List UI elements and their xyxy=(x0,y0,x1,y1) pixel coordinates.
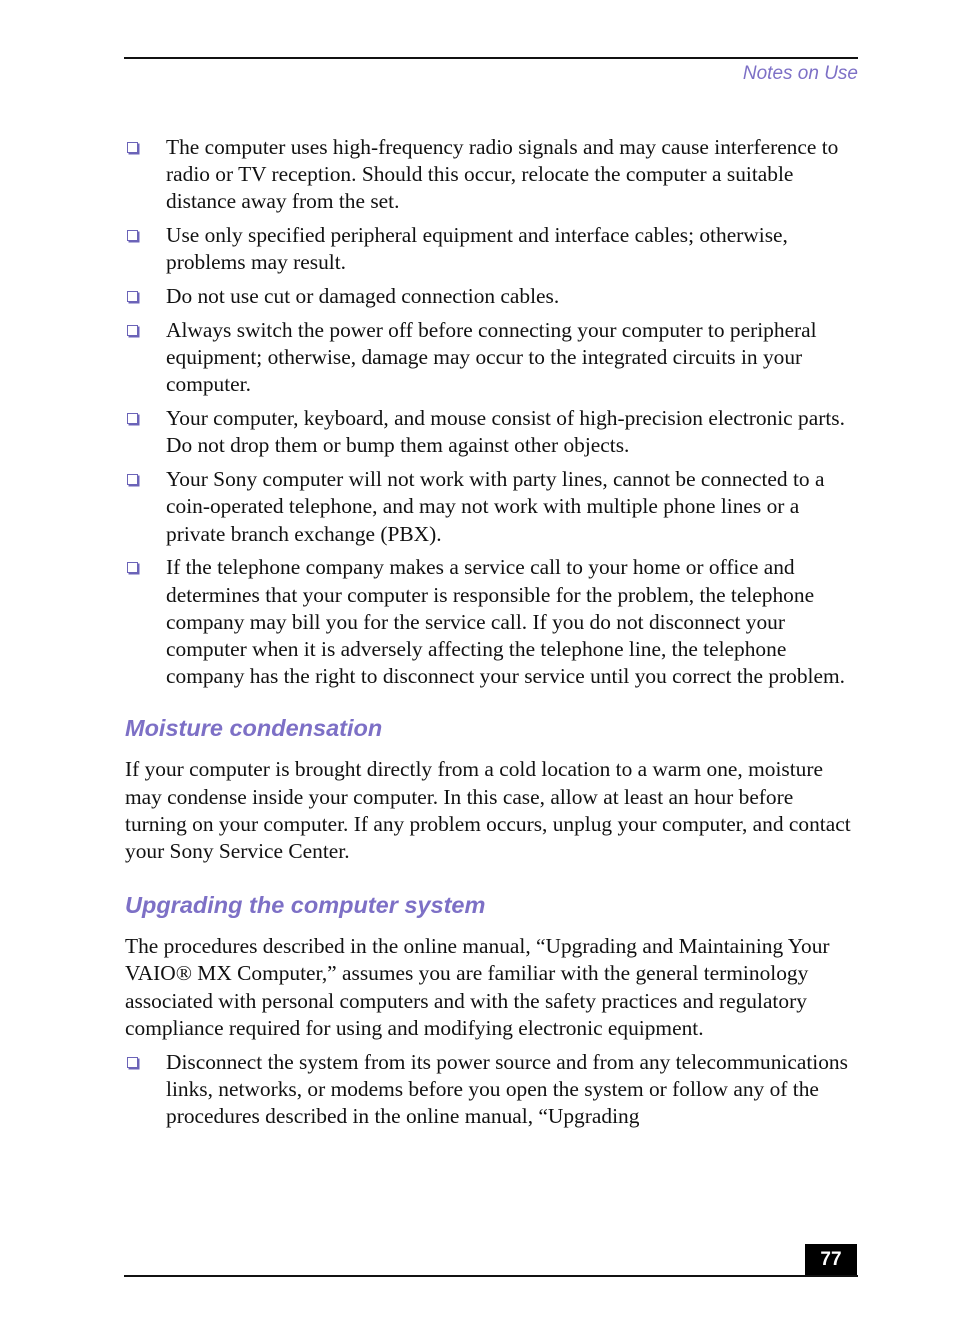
list-item-text: If the telephone company makes a service call to your home or office and determines that your computer is responsible for the problem, the telephone company may bill you for the service call. If you do not disconnect your computer when it is adversely affecting the telephone line, the telephone company has the right to disconnect your service until you correct the problem. xyxy=(166,555,845,689)
checkbox-bullet-icon xyxy=(127,1057,138,1068)
list-item-text: The computer uses high-frequency radio signals and may cause interference to radio or TV reception. Should this occur, relocate the computer a suitable distance away from the set. xyxy=(166,135,839,214)
moisture-paragraph: If your computer is brought directly from a cold location to a warm one, moisture may condense inside your computer. In this case, allow at least an hour before turning on your computer. If any problem occurs, unplug your computer, and contact your Sony Service Center. xyxy=(125,757,851,864)
list-item xyxy=(125,466,855,548)
header-rule xyxy=(124,57,858,59)
list-item-text: Do not use cut or damaged connection cables. xyxy=(166,284,560,309)
checkbox-bullet-icon xyxy=(127,142,138,153)
list-item xyxy=(125,134,855,216)
list-item-text: Disconnect the system from its power source and from any telecommunications links, networks, or modems before you open the system or follow any of the procedures described in the online manual, “Upgrading xyxy=(166,1049,848,1129)
list-item-text: Your Sony computer will not work with party lines, cannot be connected to a coin-operated telephone, and may not work with multiple phone lines or a private branch exchange (PBX). xyxy=(166,467,825,546)
checkbox-bullet-icon xyxy=(127,474,138,485)
upgrading-heading: Upgrading the computer system xyxy=(125,892,486,919)
upgrading-bullet-list xyxy=(125,1049,855,1131)
checkbox-bullet-icon xyxy=(127,413,138,424)
list-item xyxy=(125,405,855,459)
page-number: 77 xyxy=(805,1244,857,1276)
page-content xyxy=(125,134,855,1137)
notes-bullet-list xyxy=(125,134,855,690)
list-item xyxy=(125,554,855,690)
checkbox-bullet-icon xyxy=(127,562,138,573)
checkbox-bullet-icon xyxy=(127,291,138,302)
list-item xyxy=(125,283,855,310)
list-item-text: Always switch the power off before connecting your computer to peripheral equipment; otherwise, damage may occur to the integrated circuits in your computer. xyxy=(166,318,817,397)
list-item xyxy=(125,222,855,276)
footer-rule xyxy=(124,1275,858,1277)
running-header: Notes on Use xyxy=(742,63,858,84)
list-item-text: Your computer, keyboard, and mouse consist of high-precision electronic parts. Do not drop them or bump them against other objects. xyxy=(166,406,845,458)
list-item-text: Use only specified peripheral equipment and interface cables; otherwise, problems may result. xyxy=(166,223,788,275)
checkbox-bullet-icon xyxy=(127,325,138,336)
list-item xyxy=(125,317,855,399)
checkbox-bullet-icon xyxy=(127,230,138,241)
moisture-heading: Moisture condensation xyxy=(125,715,383,742)
upgrading-paragraph: The procedures described in the online manual, “Upgrading and Maintaining Your VAIO® MX Computer,” assumes you are familiar with the general terminology associated with personal computers and with the safety practices and regulatory compliance required for using and modifying electronic equipment. xyxy=(125,934,830,1040)
list-item xyxy=(125,1049,855,1131)
